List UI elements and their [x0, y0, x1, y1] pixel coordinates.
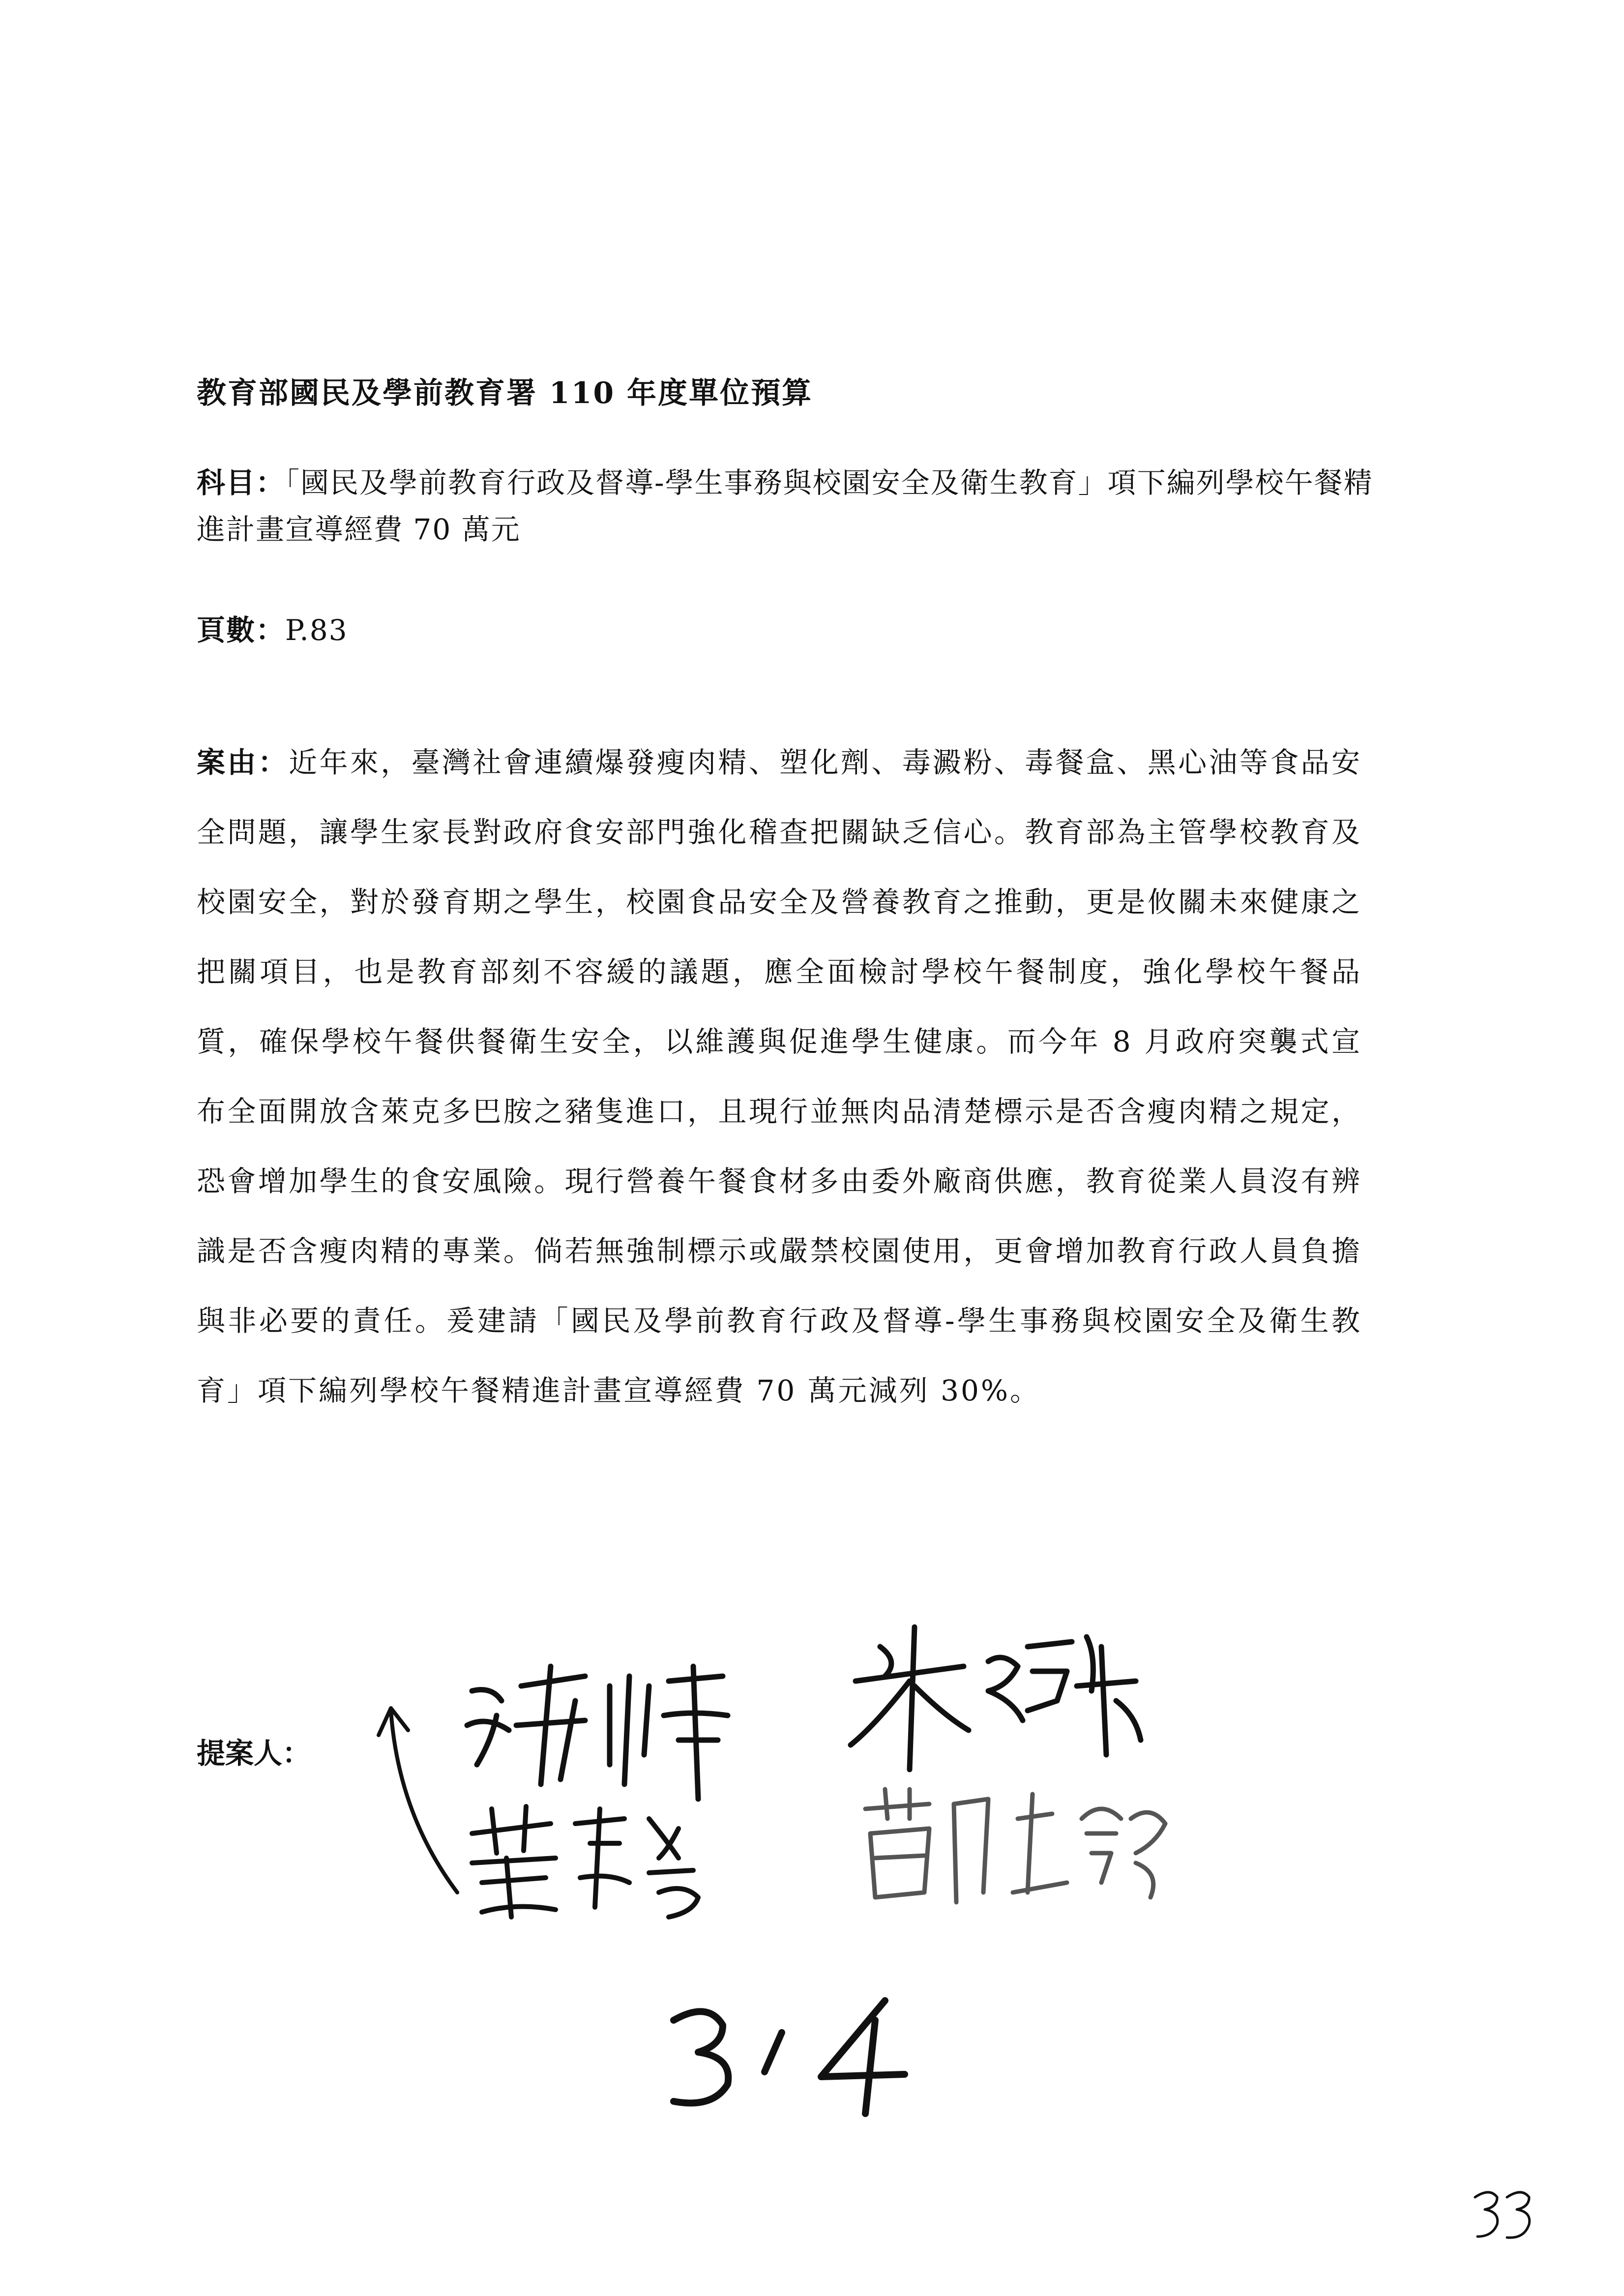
handwritten-corner-number	[1470, 2182, 1539, 2246]
reason-text: 近年來，臺灣社會連續爆發瘦肉精、塑化劑、毒澱粉、毒餐盒、黑心油等食品安全問題，讓學生家長對政府食安部門強化稽查把關缺乏信心。教育部為主管學校教育及校園安全，對於發育期之學生，校園食品安全及營養教育之推動，更是攸關未來健康之把關項目，也是教育部刻不容緩的議題，應全面檢討學校午餐制度，強化學校午餐品質，確保學校午餐供餐衛生安全，以維護與促進學生健康。而今年 8 月政府突襲式宣布全面開放含萊克多巴胺之豬隻進口，且現行並無肉品清楚標示是否含瘦肉精之規定，恐會增加學生的食安風險。現行營養午餐食材多由委外廠商供應，教育從業人員沒有辨識是否含瘦肉精的專業。倘若無強制標示或嚴禁校園使用，更會增加教育行政人員負擔與非必要的責任。爰建請「國民及學前教育行政及督導-學生事務與校園安全及衛生教育」項下編列學校午餐精進計畫宣導經費 70 萬元減列 30%。	[197, 746, 1362, 1407]
subject-label: 科目：	[197, 466, 286, 499]
document-title: 教育部國民及學前教育署 110 年度單位預算	[197, 376, 813, 410]
signature-1	[462, 1657, 738, 1804]
signature-2	[841, 1617, 1146, 1779]
pages-section	[197, 607, 348, 648]
pages-label: 頁數：	[197, 613, 286, 647]
proposer-label: 提案人：	[197, 1737, 311, 1770]
pages-text: P.83	[285, 613, 348, 647]
reason-section	[197, 727, 1362, 1425]
reason-label: 案由：	[197, 746, 289, 779]
signature-3	[462, 1799, 718, 1922]
signature-4	[856, 1779, 1175, 1917]
subject-text: 「國民及學前教育行政及督導-學生事務與校園安全及衛生教育」項下編列學校午餐精進計畫宣導經費 70 萬元	[197, 466, 1373, 546]
handwritten-page-number	[659, 1991, 915, 2119]
arrow-mark	[369, 1691, 482, 1897]
subject-section	[197, 460, 1377, 553]
